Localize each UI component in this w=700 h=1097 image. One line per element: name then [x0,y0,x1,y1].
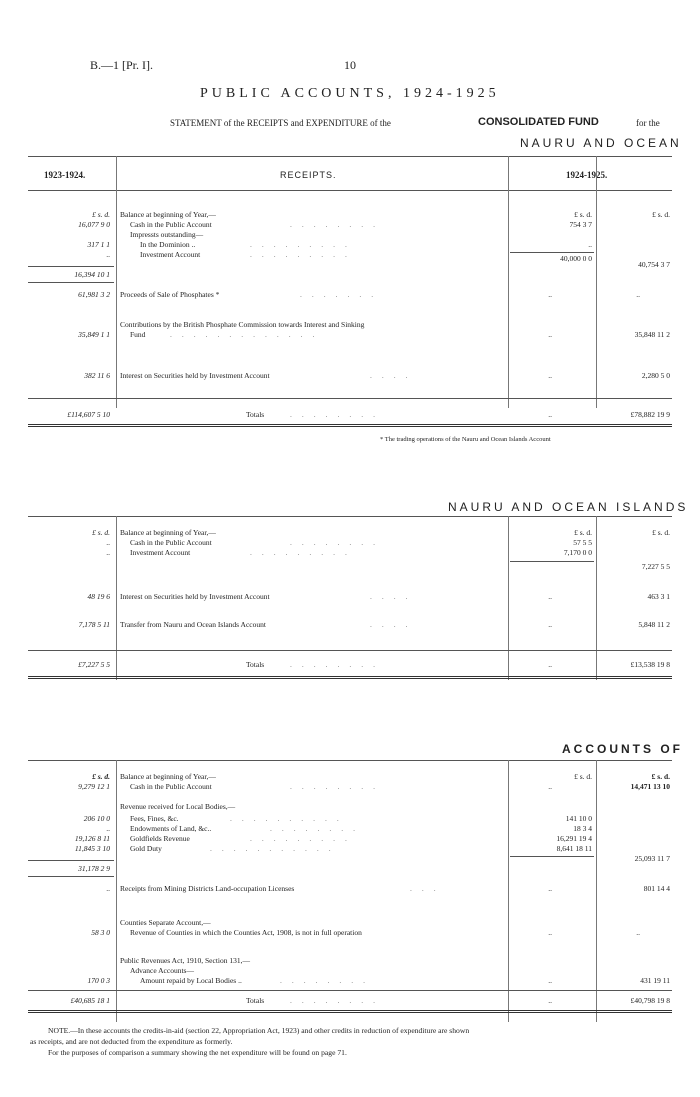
leader-dots: .... [370,620,418,629]
leader-dots: ........ [280,976,375,985]
prev-year-value: 61,981 3 2 [78,290,110,299]
col-header-curr-year: 1924-1925. [566,170,608,180]
leader-dots: .... [370,592,418,601]
prev-year-value: 58 3 0 [91,928,110,937]
col-divider [508,516,509,680]
leader-dots: ... [410,884,446,893]
totals-rule [28,990,672,991]
current-total: 801 14 4 [643,884,670,893]
prev-year-subtotal: 16,394 10 1 [74,270,110,279]
subtotal-rule [28,876,114,877]
current-total: 35,848 11 2 [634,330,670,339]
row-label: Counties Separate Account,— [120,918,211,927]
row-label: Public Revenues Act, 1910, Section 131,— [120,956,250,965]
page-title: PUBLIC ACCOUNTS, 1924-1925 [200,86,500,101]
totals-label: Totals [246,660,265,669]
current-value: .. [548,884,552,893]
prev-year-value: .. [106,884,110,893]
row-label: Advance Accounts— [130,966,194,975]
leader-dots: ............. [170,330,325,339]
subtotal-rule [28,282,114,283]
prev-year-value: .. [106,548,110,557]
footnote: * The trading operations of the Nauru and Ocean Islands Account [380,436,551,443]
note-line: For the purposes of comparison a summary showing the net expenditure will be found on page 71. [48,1048,347,1057]
table1-col-divider [116,156,117,408]
prev-year-value: .. [106,824,110,833]
leader-dots: ....... [300,290,384,299]
current-value: .. [548,928,552,937]
current-grand-total: £78,882 19 9 [630,410,670,419]
leader-dots: ......... [250,250,357,259]
current-value: 16,291 19 4 [556,834,592,843]
unit-header: £ s. d. [92,210,110,219]
current-value: .. [548,660,552,669]
leader-dots: ........ [290,220,385,229]
current-value: 18 3 4 [573,824,592,833]
current-value: 57 5 5 [573,538,592,547]
current-total: 2,280 5 0 [641,371,670,380]
current-total: .. [636,290,640,299]
leader-dots: ........ [270,824,365,833]
row-label: Revenue received for Local Bodies,— [120,802,236,811]
unit-header: £ s. d. [92,772,110,781]
col-divider [596,516,597,680]
current-value: .. [548,782,552,791]
current-value: .. [588,240,592,249]
row-label: Proceeds of Sale of Phosphates * [120,290,220,299]
totals-rule [28,398,672,399]
col-divider [116,516,117,680]
prev-year-total: £40,685 18 1 [70,996,110,1005]
totals-double-rule [28,1010,672,1013]
current-grand-total: £40,798 19 8 [630,996,670,1005]
col-header-prev-year: 1923-1924. [44,170,86,180]
leader-dots: ........ [290,660,385,669]
leader-dots: ........ [290,996,385,1005]
prev-year-value: 170 0 3 [87,976,110,985]
current-value: .. [548,410,552,419]
row-label: Contributions by the British Phosphate Commission towards Interest and Sinking [120,320,365,329]
current-value: 141 10 0 [565,814,592,823]
table1-col-divider [508,156,509,408]
row-label: Balance at beginning of Year,— [120,528,216,537]
row-label: Balance at beginning of Year,— [120,772,216,781]
prev-year-value: 206 10 0 [83,814,110,823]
statement-prefix: STATEMENT of the RECEIPTS and EXPENDITURE of the [170,118,391,128]
unit-header: £ s. d. [574,210,592,219]
leader-dots: .... [370,371,418,380]
current-total: .. [636,928,640,937]
prev-year-value: 16,077 9 0 [78,220,110,229]
table1-col-divider [596,156,597,408]
current-value: 7,170 0 0 [563,548,592,557]
row-label: Transfer from Nauru and Ocean Islands Account [120,620,266,629]
section-title: ACCOUNTS OF [562,742,683,756]
prev-year-value: 19,126 8 11 [74,834,110,843]
section3-top-rule [28,760,672,761]
note-line: as receipts, and are not deducted from the expenditure as formerly. [30,1037,233,1046]
row-label: Endowments of Land, &c.. [130,824,212,833]
document-reference: B.—1 [Pr. I]. [90,58,153,72]
row-label: Gold Duty [130,844,162,853]
page-number: 10 [344,58,356,72]
current-total: 431 19 11 [640,976,670,985]
col-divider [596,760,597,1022]
section2-top-rule [28,516,672,517]
subtotal-rule [28,266,114,267]
current-total: 463 3 1 [647,592,670,601]
current-value: .. [548,620,552,629]
table1-header-rule [28,190,672,191]
row-label: Interest on Securities held by Investment Account [120,592,270,601]
unit-header: £ s. d. [652,528,670,537]
prev-year-value: 11,845 3 10 [74,844,110,853]
col-divider [508,760,509,1022]
unit-header: £ s. d. [652,210,670,219]
leader-dots: ........ [290,782,385,791]
row-label: Revenue of Counties in which the Counties Act, 1908, is not in full operation [130,928,362,937]
prev-year-value: .. [106,250,110,259]
prev-year-value: 9,279 12 1 [78,782,110,791]
totals-double-rule [28,676,672,679]
leader-dots: ......... [250,548,357,557]
fund-name: CONSOLIDATED FUND [478,116,599,128]
prev-year-value: 35,849 1 1 [78,330,110,339]
current-value: .. [548,996,552,1005]
totals-rule [28,650,672,651]
current-value: 8,641 18 11 [556,844,592,853]
current-total: 14,471 13 10 [630,782,670,791]
current-total: 25,093 11 7 [634,854,670,863]
subtotal-rule [510,561,594,562]
row-label: Receipts from Mining Districts Land-occupation Licenses [120,884,295,893]
row-label: Interest on Securities held by Investment Account [120,371,270,380]
prev-year-value: .. [106,538,110,547]
row-label: Investment Account [130,548,191,557]
prev-year-value: 382 11 6 [84,371,110,380]
statement-suffix: for the [636,118,660,128]
row-label: Investment Account [140,250,201,259]
row-label: Balance at beginning of Year,— [120,210,216,219]
unit-header: £ s. d. [574,528,592,537]
unit-header: £ s. d. [574,772,592,781]
prev-year-subtotal: 31,178 2 9 [78,864,110,873]
statement-subtitle: NAURU AND OCEAN [520,136,682,150]
current-value: 754 3 7 [569,220,592,229]
row-label: Goldfields Revenue [130,834,190,843]
row-label: Cash in the Public Account [130,782,212,791]
row-label: Amount repaid by Local Bodies .. [140,976,242,985]
prev-year-total: £114,607 5 10 [67,410,110,419]
row-label: Fees, Fines, &c. [130,814,179,823]
leader-dots: ........... [210,844,341,853]
row-label: In the Dominion .. [140,240,196,249]
col-header-receipts: RECEIPTS. [280,170,337,180]
prev-year-value: 7,178 5 11 [78,620,110,629]
current-value: .. [548,330,552,339]
totals-label: Totals [246,410,265,419]
row-label: Cash in the Public Account [130,220,212,229]
current-value: .. [548,371,552,380]
table1-top-rule [28,156,672,157]
totals-label: Totals [246,996,265,1005]
prev-year-value: 48 19 6 [87,592,110,601]
current-value: .. [548,592,552,601]
prev-year-value: 317 1 1 [87,240,110,249]
current-total: 7,227 5 5 [641,562,670,571]
leader-dots: ......... [250,240,357,249]
note-line: NOTE.—In these accounts the credits-in-aid (section 22, Appropriation Act, 1923) and other credits in reduction of expenditure are shown [48,1026,470,1035]
current-grand-total: £13,538 19 8 [630,660,670,669]
current-total: 40,754 3 7 [638,260,670,269]
col-divider [116,760,117,1022]
leader-dots: ........ [290,410,385,419]
leader-dots: .......... [230,814,349,823]
subtotal-rule [28,860,114,861]
leader-dots: ......... [250,834,357,843]
unit-header: £ s. d. [651,772,670,781]
row-label: Fund [130,330,146,339]
subtotal-rule [510,856,594,857]
section-title: NAURU AND OCEAN ISLANDS [448,500,689,514]
leader-dots: ........ [290,538,385,547]
unit-header: £ s. d. [92,528,110,537]
current-total: 5,848 11 2 [638,620,670,629]
row-label: Impressts outstanding— [130,230,204,239]
current-value: .. [548,290,552,299]
prev-year-total: £7,227 5 5 [78,660,110,669]
row-label: Cash in the Public Account [130,538,212,547]
current-value: .. [548,976,552,985]
current-value: 40,000 0 0 [560,254,592,263]
subtotal-rule [510,252,594,253]
totals-double-rule [28,424,672,427]
